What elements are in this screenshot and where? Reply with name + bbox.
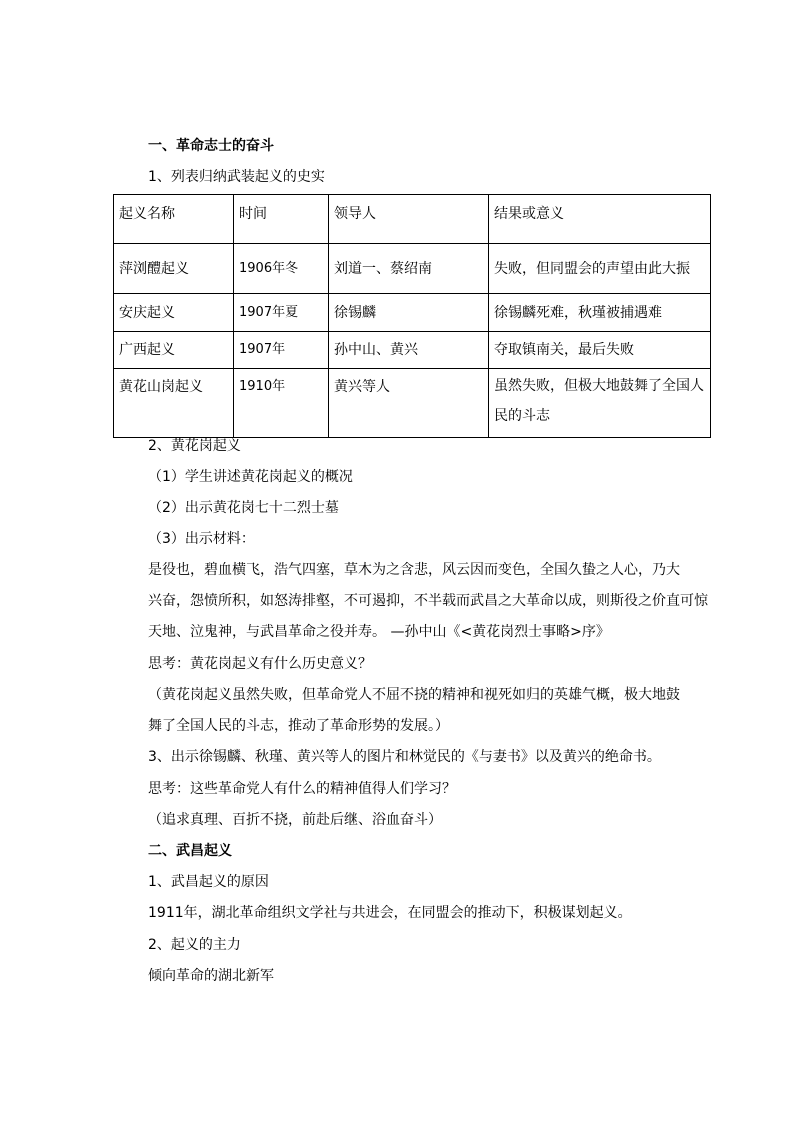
table-cell: 1906年冬: [234, 244, 329, 294]
table-cell: 萍浏醴起义: [114, 244, 234, 294]
answer-text: （追求真理、百折不挠，前赴后继、浴血奋斗）: [148, 812, 442, 828]
subheading-huanghuagang: 2、黄花岗起义: [148, 438, 241, 454]
subheading-uprisings-table: 1、列表归纳武装起义的史实: [148, 169, 325, 185]
answer-text: （黄花岗起义虽然失败，但革命党人不屈不挠的精神和视死如归的英雄气概，极大地鼓: [148, 687, 680, 703]
table-row: [114, 244, 711, 294]
list-item: （1）学生讲述黄花岗起义的概况: [148, 469, 353, 485]
table-cell: 1907年夏: [234, 294, 329, 332]
subheading-causes: 1、武昌起义的原因: [148, 874, 269, 890]
table-cell: 夺取镇南关，最后失败: [489, 332, 711, 369]
subheading-main-force: 2、起义的主力: [148, 937, 241, 953]
quote-text: 是役也，碧血横飞，浩气四塞，草木为之含悲，风云因而变色，全国久蛰之人心，乃大: [148, 562, 680, 578]
table-header-cell: 时间: [234, 195, 329, 244]
table-header-cell: 起义名称: [114, 195, 234, 244]
uprisings-table: [113, 194, 711, 438]
answer-text: 舞了全国人民的斗志，推动了革命形势的发展。）: [148, 718, 449, 734]
table-cell: 失败，但同盟会的声望由此大振: [489, 244, 711, 294]
table-header-row: [114, 195, 711, 244]
table-cell: 孙中山、黄兴: [329, 332, 489, 369]
table-header-cell: 结果或意义: [489, 195, 711, 244]
table-cell: 黄花山岗起义: [114, 369, 234, 438]
list-item: （3）出示材料：: [148, 531, 255, 547]
section-heading-wuchang: 二、武昌起义: [148, 843, 232, 859]
table-cell: 1910年: [234, 369, 329, 438]
table-row: [114, 294, 711, 332]
body-text: 倾向革命的湖北新军: [148, 968, 274, 984]
question-text: 思考：这些革命党人有什么的精神值得人们学习？: [148, 781, 456, 797]
section-heading-revolutionary-struggle: 一、革命志士的奋斗: [148, 138, 274, 154]
table-cell: 黄兴等人: [329, 369, 489, 438]
table-cell: 刘道一、蔡绍南: [329, 244, 489, 294]
table-row: [114, 369, 711, 438]
quote-text: 兴奋，怨愤所积，如怒涛排壑，不可遏抑，不半载而武昌之大革命以成，则斯役之价直可惊: [148, 593, 708, 609]
table-cell: 徐锡麟: [329, 294, 489, 332]
list-item: （2）出示黄花岗七十二烈士墓: [148, 500, 339, 516]
table-cell: 广西起义: [114, 332, 234, 369]
question-text: 思考：黄花岗起义有什么历史意义？: [148, 656, 372, 672]
table-cell: 安庆起义: [114, 294, 234, 332]
subheading-portraits: 3、出示徐锡麟、秋瑾、黄兴等人的图片和林觉民的《与妻书》以及黄兴的绝命书。: [148, 749, 661, 765]
quote-text: 天地、泣鬼神，与武昌革命之役并寿。 —孙中山《<黄花岗烈士事略>序》: [148, 624, 610, 640]
table-cell: 虽然失败，但极大地鼓舞了全国人民的斗志: [489, 369, 711, 438]
table-header-cell: 领导人: [329, 195, 489, 244]
table-cell: 1907年: [234, 332, 329, 369]
body-text: 1911年，湖北革命组织文学社与共进会，在同盟会的推动下，积极谋划起义。: [148, 905, 632, 921]
table-row: [114, 332, 711, 369]
table-cell: 徐锡麟死难，秋瑾被捕遇难: [489, 294, 711, 332]
